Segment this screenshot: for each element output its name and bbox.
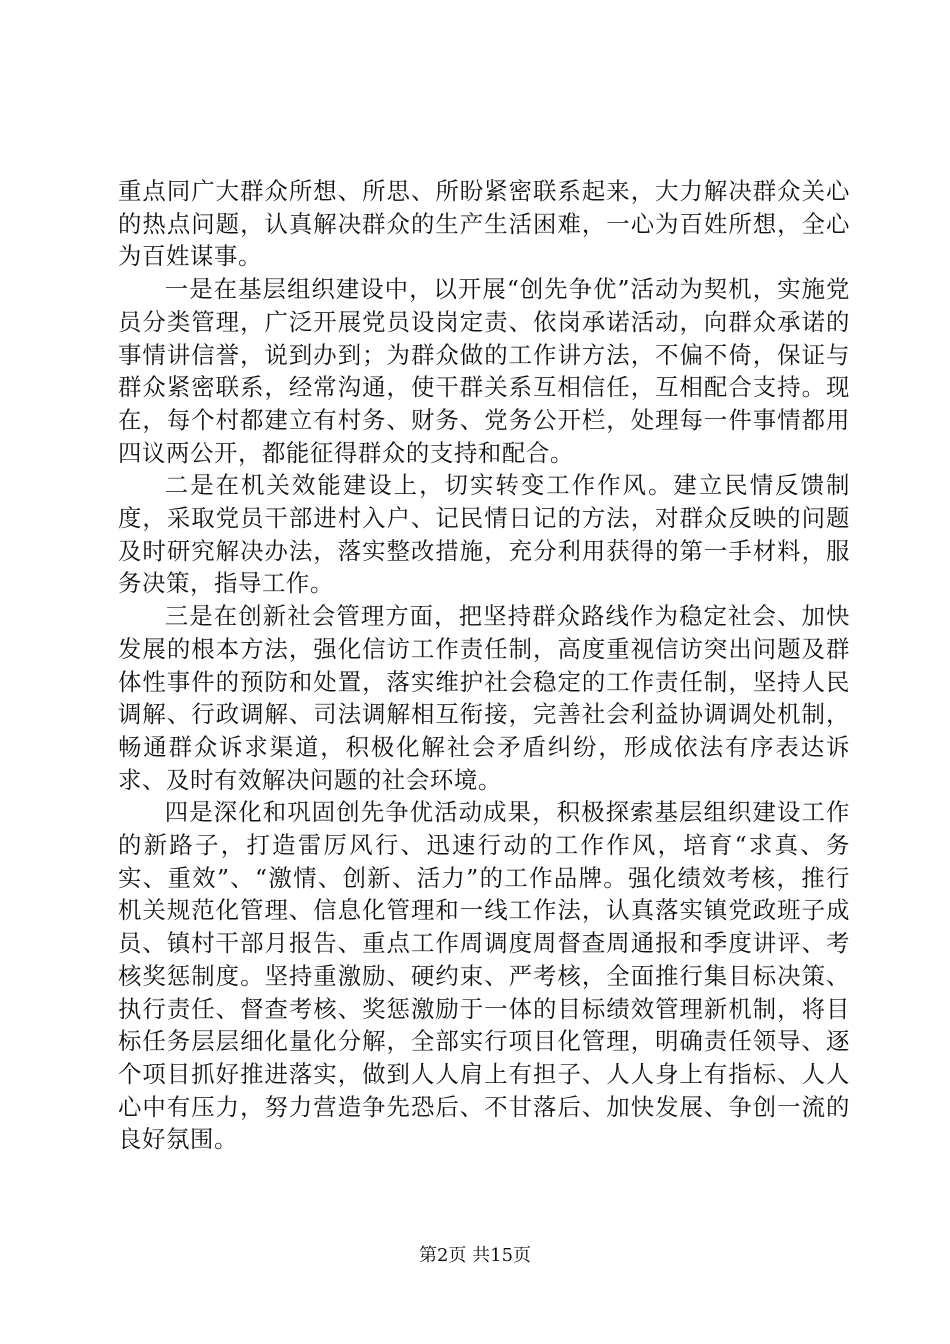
paragraph-2: 一是在基层组织建设中，以开展“创先争优”活动为契机，实施党员分类管理，广泛开展党员设岗定责、依岗承诺活动，向群众承诺的事情讲信誉，说到办到；为群众做的工作讲方法，不偏不倚，保证与群众紧密联系，经常沟通，使干群关系互相信任，互相配合支持。现在，每个村都建立有村务、财务、党务公开栏，处理每一件事情都用四议两公开，都能征得群众的支持和配合。	[118, 275, 850, 467]
paragraph-3: 二是在机关效能建设上，切实转变工作作风。建立民情反馈制度，采取党员干部进村入户、记民情日记的方法，对群众反映的问题及时研究解决办法，落实整改措施，充分利用获得的第一手材料，服务决策，指导工作。	[118, 471, 850, 598]
page-number-footer: 第2页 共15页	[418, 1245, 532, 1266]
paragraph-4: 三是在创新社会管理方面，把坚持群众路线作为稳定社会、加快发展的根本方法，强化信访工作责任制，高度重视信访突出问题及群体性事件的预防和处置，落实维护社会稳定的工作责任制，坚持人民调解、行政调解、司法调解相互衔接，完善社会利益协调调处机制，畅通群众诉求渠道，积极化解社会矛盾纠纷，形成依法有序表达诉求、及时有效解决问题的社会环境。	[118, 602, 850, 794]
paragraph-1: 重点同广大群众所想、所思、所盼紧密联系起来，大力解决群众关心的热点问题，认真解决群众的生产生活困难，一心为百姓所想，全心为百姓谋事。	[118, 177, 850, 271]
document-body	[118, 175, 850, 1156]
paragraph-5: 四是深化和巩固创先争优活动成果，积极探索基层组织建设工作的新路子，打造雷厉风行、迅速行动的工作作风，培育“求真、务实、重效”、“激情、创新、活力”的工作品牌。强化绩效考核，推行机关规范化管理、信息化管理和一线工作法，认真落实镇党政班子成员、镇村干部月报告、重点工作周调度周督查周通报和季度讲评、考核奖惩制度。坚持重激励、硬约束、严考核，全面推行集目标决策、执行责任、督查考核、奖惩激励于一体的目标绩效管理新机制，将目标任务层层细化量化分解，全部实行项目化管理，明确责任领导、逐个项目抓好推进落实，做到人人肩上有担子、人人身上有指标、人人心中有压力，努力营造争先恐后、不甘落后、加快发展、争创一流的良好氛围。	[118, 798, 850, 1154]
